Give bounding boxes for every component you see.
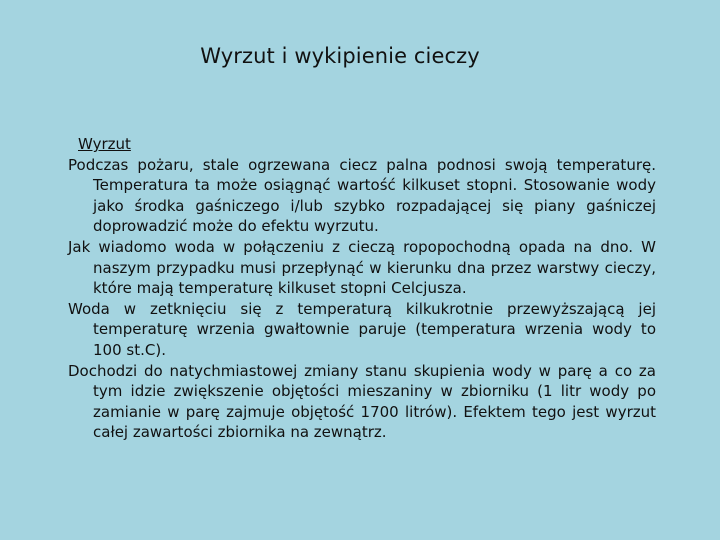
body-paragraph: Woda w zetknięciu się z temperaturą kilkukrotnie przewyższającą jej temperaturę wrzenia gwałtownie paruje (temperatura wrzenia wody to 100 st.C). xyxy=(68,299,656,359)
section-subheading: Wyrzut xyxy=(78,135,131,153)
body-paragraph: Jak wiadomo woda w połączeniu z cieczą ropopochodną opada na dno. W naszym przypadku musi przepłynąć w kierunku dna przez warstwy cieczy, które mają temperaturę kilkuset stopni Celcjusza. xyxy=(68,237,656,298)
slide-title: Wyrzut i wykipienie cieczy xyxy=(200,44,480,68)
body-paragraph: Podczas pożaru, stale ogrzewana ciecz palna podnosi swoją temperaturę. Temperatura ta może osiągnąć wartość kilkuset stopni. Stosowanie wody jako środka gaśniczego i/lub szybko rozpadającej się piany gaśniczej doprowadzić może do efektu wyrzutu. xyxy=(68,155,656,236)
body-paragraph: Dochodzi do natychmiastowej zmiany stanu skupienia wody w parę a co za tym idzie zwiększenie objętości mieszaniny w zbiorniku (1 litr wody po zamianie w parę zajmuje objętość 1700 litrów). Efektem tego jest wyrzut całej zawartości zbiornika na zewnątrz. xyxy=(68,361,656,442)
slide-body xyxy=(68,134,656,443)
